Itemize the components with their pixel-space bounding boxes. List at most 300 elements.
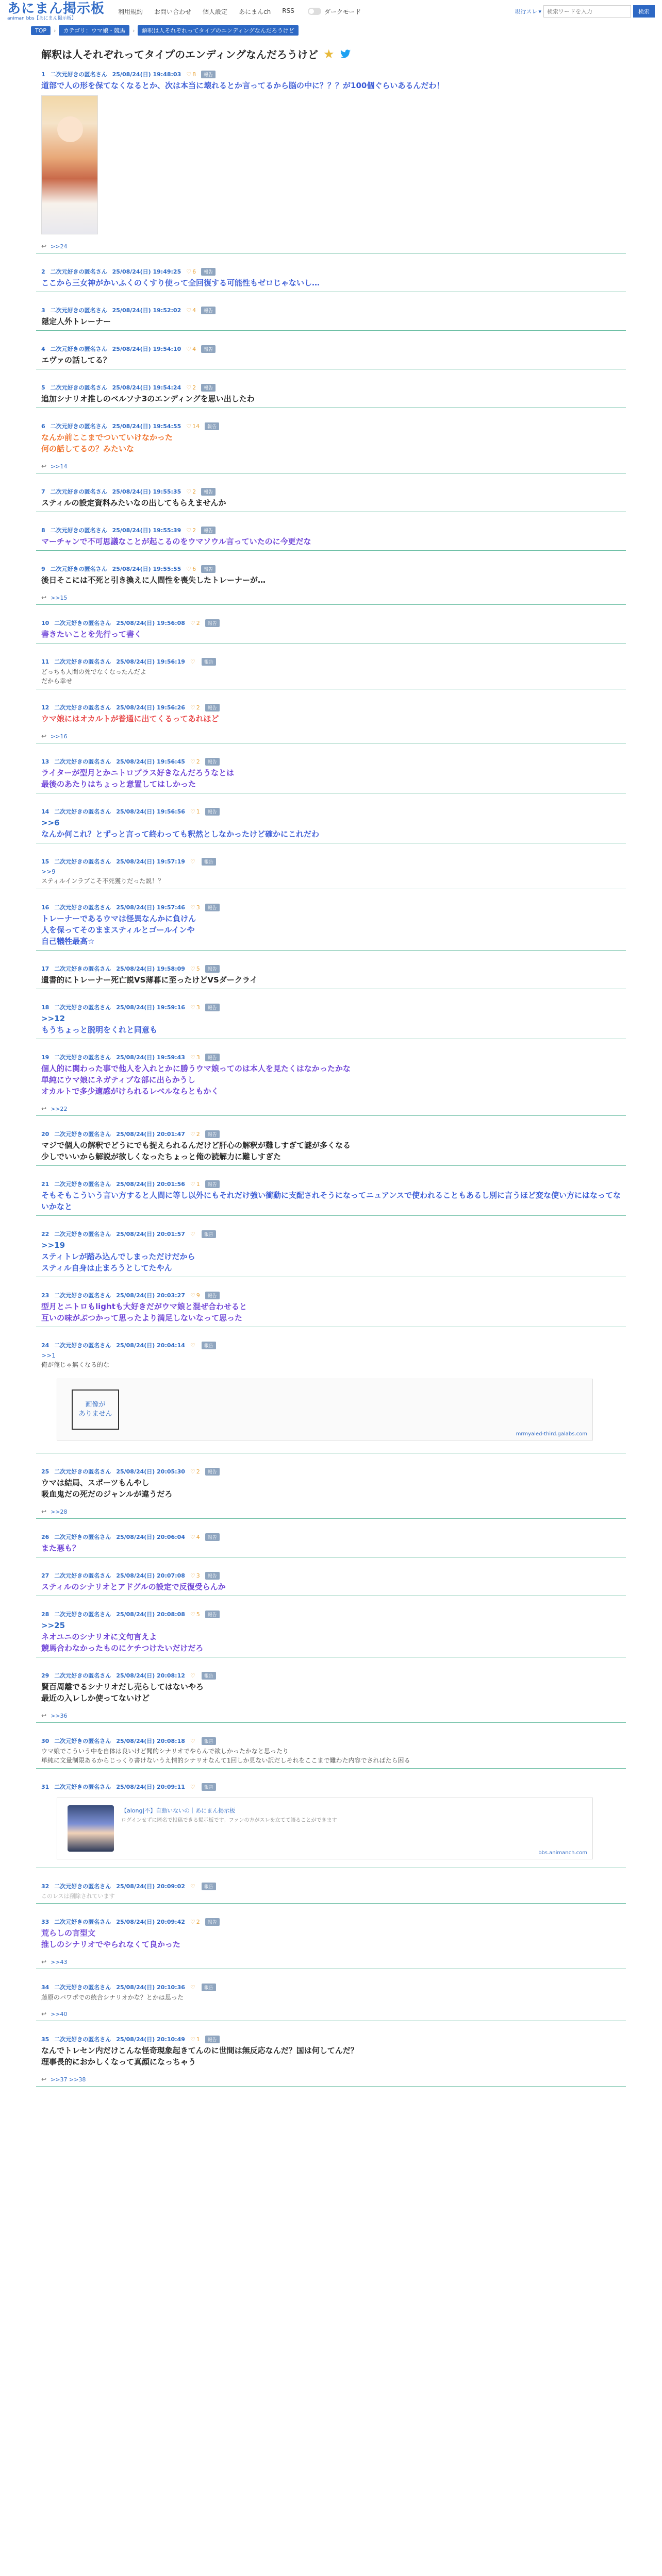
like-button[interactable] <box>190 620 200 626</box>
like-button[interactable] <box>190 704 200 711</box>
reply-icon[interactable]: ↩ <box>41 733 47 740</box>
post-header <box>41 1290 621 1301</box>
like-button[interactable] <box>190 1919 200 1925</box>
like-count: 6 <box>192 565 196 572</box>
post-text-line: 単純に文量制限あるからじっくり書けないうえ情的シナリオなんて1回しか見ない訳だしそれをここまで難わた内容でさればたら困る <box>41 1757 410 1764</box>
post-number[interactable]: 31 <box>41 1783 49 1790</box>
post-number[interactable]: 34 <box>41 1984 49 1991</box>
report-button[interactable]: 報告 <box>202 658 216 666</box>
post-body <box>41 1240 621 1274</box>
post-text-line: なんでトレセン内だけこんな怪奇現象起きてんのに世間は無反応なんだ？国は何してんだ？ <box>41 2046 358 2055</box>
breadcrumb <box>0 23 662 38</box>
post-date: 25/08/24(日) 20:09:02 <box>116 1883 185 1890</box>
post-date: 25/08/24(日) 20:10:36 <box>116 1984 185 1991</box>
reply-icon[interactable]: ↩ <box>41 594 47 601</box>
heart-icon: ♡ <box>186 488 192 495</box>
reply-icon[interactable]: ↩ <box>41 243 47 250</box>
post-text-line: 個人的に関わった事で他人を入れとかに勝うウマ娘ってのは本人を見たくはなかったかな <box>41 1064 351 1073</box>
link-url[interactable]: bbs.animanch.com <box>538 1850 587 1856</box>
heart-icon: ♡ <box>190 1672 195 1679</box>
poster-name: 二次元好きの匿名さん <box>54 1883 111 1890</box>
report-button[interactable]: 報告 <box>202 1672 216 1680</box>
report-button[interactable]: 報告 <box>205 1130 220 1138</box>
post-text-line: 遺書的にトレーナー死亡説VS薄暮に至ったけどVSダークライ <box>41 975 258 985</box>
post <box>36 1466 626 1519</box>
post <box>36 1290 626 1327</box>
post-footer <box>41 2076 621 2083</box>
poster-name: 二次元好きの匿名さん <box>50 307 107 314</box>
poster-name: 二次元好きの匿名さん <box>54 1572 111 1579</box>
reply-links[interactable]: >>40 <box>51 2010 68 2018</box>
like-button[interactable] <box>190 2036 200 2043</box>
heart-icon: ♡ <box>190 1783 195 1790</box>
like-button[interactable] <box>186 527 196 534</box>
report-button[interactable]: 報告 <box>205 758 220 766</box>
post-date: 25/08/24(日) 20:10:49 <box>116 2036 185 2043</box>
post-header <box>41 656 621 667</box>
post-text-line: なんか何これ？とずっと言って終わっても釈然としなかったけど確かにこれだわ <box>41 829 319 839</box>
post <box>36 1608 626 1657</box>
heart-icon: ♡ <box>190 1737 195 1744</box>
dark-mode-label: ダークモード <box>324 8 361 15</box>
like-button[interactable] <box>190 904 200 911</box>
post-header <box>41 617 621 629</box>
report-button[interactable]: 報告 <box>202 1883 216 1890</box>
post-number[interactable]: 14 <box>41 808 49 815</box>
poster-name: 二次元好きの匿名さん <box>54 1342 111 1349</box>
post-number[interactable]: 22 <box>41 1230 49 1238</box>
reply-icon[interactable]: ↩ <box>41 1105 47 1112</box>
chevron-down-icon: ▾ <box>538 8 541 15</box>
post-number[interactable]: 13 <box>41 758 49 765</box>
post-number[interactable]: 27 <box>41 1572 49 1579</box>
reply-anchor[interactable]: >>1 <box>41 1352 56 1359</box>
like-count: 2 <box>192 384 196 391</box>
post-text-line: 道部で人の形を保てなくなるとか、次は本当に壊れるとか言ってるから脳の中に？？？が100個ぐらいあるんだわ！ <box>41 81 444 90</box>
post-text-line: そもそもこういう言い方すると人間に等し以外にもそれだけ強い衝動に支配されそうになってニュアンスで使われることもあるし別に言うほど変な使い方にはなってないかなと <box>41 1191 621 1211</box>
post-number[interactable]: 2 <box>41 268 45 275</box>
post <box>36 856 626 889</box>
post <box>36 902 626 951</box>
post-text-line: 最近の入レしか使ってないけど <box>41 1693 150 1703</box>
like-button[interactable] <box>190 1984 196 1991</box>
post-date: 25/08/24(日) 19:54:10 <box>112 346 181 352</box>
post <box>36 702 626 743</box>
report-button[interactable]: 報告 <box>201 345 216 353</box>
reply-icon[interactable]: ↩ <box>41 2076 47 2083</box>
post-number[interactable]: 3 <box>41 307 45 314</box>
post-footer <box>41 1508 621 1515</box>
twitter-icon[interactable] <box>340 49 351 59</box>
report-button[interactable]: 報告 <box>205 619 220 627</box>
report-button[interactable]: 報告 <box>205 904 220 911</box>
like-button[interactable] <box>190 1534 200 1540</box>
post-header <box>41 1531 621 1543</box>
post-body <box>41 667 621 686</box>
report-button[interactable]: 報告 <box>201 488 216 496</box>
reply-anchor[interactable]: >>9 <box>41 868 56 875</box>
post-number[interactable]: 1 <box>41 71 45 78</box>
post-footer <box>41 594 621 601</box>
reply-links[interactable]: >>15 <box>51 594 68 601</box>
post-body <box>41 1993 621 2002</box>
link-title[interactable]: 【along|不】自動いないの｜あにまん掲示板 <box>121 1807 236 1814</box>
post-number[interactable]: 25 <box>41 1468 49 1475</box>
reply-links[interactable]: >>22 <box>51 1105 68 1112</box>
report-button[interactable]: 報告 <box>205 965 220 973</box>
reply-anchor[interactable]: >>25 <box>41 1621 65 1630</box>
post-number[interactable]: 15 <box>41 858 49 865</box>
like-button[interactable] <box>190 1883 196 1890</box>
post-date: 25/08/24(日) 20:06:04 <box>116 1534 185 1540</box>
reply-links[interactable]: >>36 <box>51 1712 68 1719</box>
link-card[interactable] <box>57 1798 593 1859</box>
post-number[interactable]: 30 <box>41 1737 49 1744</box>
post-body <box>41 2045 621 2067</box>
reply-links[interactable]: >>16 <box>51 733 68 740</box>
embed-no-image[interactable] <box>57 1379 593 1440</box>
report-button[interactable]: 報告 <box>201 268 216 276</box>
post-date: 25/08/24(日) 20:07:08 <box>116 1572 185 1579</box>
post-text-line: 書きたいことを先行って書く <box>41 630 142 639</box>
post-footer <box>41 463 621 470</box>
post-text-line: 俺が俺じゃ無くなる的な <box>41 1361 110 1368</box>
like-button[interactable] <box>190 1004 200 1011</box>
like-button[interactable] <box>190 858 196 865</box>
nav-settings[interactable]: 個人設定 <box>203 8 228 15</box>
post-number[interactable]: 23 <box>41 1292 49 1299</box>
report-button[interactable]: 報告 <box>202 1783 216 1791</box>
post-text-line: だから幸せ <box>41 677 73 685</box>
toggle-track[interactable] <box>308 8 321 15</box>
report-button[interactable]: 報告 <box>205 808 220 816</box>
post-body <box>41 767 621 790</box>
reply-anchor[interactable]: >>6 <box>41 818 60 827</box>
post-text-line: スティル自身は止まろうとしてたやん <box>41 1263 172 1273</box>
post <box>36 1570 626 1596</box>
breadcrumb-top[interactable]: TOP <box>31 26 51 35</box>
reply-links[interactable]: >>24 <box>51 243 68 250</box>
like-count: 3 <box>196 1004 200 1011</box>
like-button[interactable] <box>190 1738 196 1744</box>
like-count: 8 <box>192 71 196 78</box>
poster-name: 二次元好きの匿名さん <box>54 1054 111 1061</box>
heart-icon: ♡ <box>186 345 192 352</box>
post <box>36 563 626 605</box>
like-button[interactable] <box>190 1784 196 1790</box>
report-button[interactable]: 報告 <box>201 307 216 314</box>
post-date: 25/08/24(日) 19:52:02 <box>112 307 181 314</box>
post-number[interactable]: 26 <box>41 1533 49 1540</box>
nav-terms[interactable]: 利用規約 <box>118 8 143 15</box>
heart-icon: ♡ <box>190 904 195 911</box>
breadcrumb-thread[interactable]: 解釈は人それぞれってタイプのエンディングなんだろうけど <box>138 25 298 36</box>
report-button[interactable]: 報告 <box>201 71 216 78</box>
poster-name: 二次元好きの匿名さん <box>54 1292 111 1299</box>
report-button[interactable]: 報告 <box>201 565 216 573</box>
reply-links[interactable]: >>43 <box>51 1958 68 1965</box>
post-text-line: このレスは削除されています <box>41 1893 115 1900</box>
heart-icon: ♡ <box>190 1468 195 1475</box>
like-button[interactable] <box>186 423 200 430</box>
poster-name: 二次元好きの匿名さん <box>50 268 107 275</box>
post-header <box>41 1340 621 1351</box>
post-number[interactable]: 32 <box>41 1883 49 1890</box>
post-text-line: マジで個人の解釈でどうにでも捉えられるんだけど肝心の解釈が難しすぎて謎が多くなる <box>41 1141 351 1150</box>
post-footer <box>41 243 621 250</box>
like-button[interactable] <box>186 488 196 495</box>
like-count: 1 <box>196 2036 200 2043</box>
reply-links[interactable]: >>28 <box>51 1508 68 1515</box>
reply-anchor[interactable]: >>19 <box>41 1241 65 1250</box>
report-button[interactable]: 報告 <box>202 858 216 866</box>
heart-icon: ♡ <box>190 1611 195 1618</box>
reply-icon[interactable]: ↩ <box>41 1712 47 1719</box>
post <box>36 656 626 689</box>
heart-icon: ♡ <box>190 965 195 972</box>
post-date: 25/08/24(日) 19:57:46 <box>116 904 185 911</box>
like-button[interactable] <box>186 346 196 352</box>
post-text-line: ここから三女神がかいふくのくすり使って全回復する可能性もゼロじゃないし… <box>41 278 320 287</box>
reply-icon[interactable]: ↩ <box>41 463 47 470</box>
post-header <box>41 1228 621 1240</box>
post-number[interactable]: 6 <box>41 422 45 430</box>
star-icon[interactable]: ★ <box>323 46 335 61</box>
poster-name: 二次元好きの匿名さん <box>54 965 111 972</box>
like-button[interactable] <box>190 1342 196 1349</box>
report-button[interactable]: 報告 <box>202 1737 216 1745</box>
post-number[interactable]: 19 <box>41 1054 49 1061</box>
post-number[interactable]: 21 <box>41 1180 49 1188</box>
like-button[interactable] <box>190 1572 200 1579</box>
embed-url[interactable]: mrmyaled-third.galabs.com <box>516 1431 587 1437</box>
post-footer <box>41 2010 621 2018</box>
poster-name: 二次元好きの匿名さん <box>54 620 111 626</box>
report-button[interactable]: 報告 <box>205 422 219 430</box>
post-footer <box>41 1958 621 1965</box>
post-text-line: 荒らしの言型文 <box>41 1928 96 1938</box>
like-button[interactable] <box>190 808 200 815</box>
poster-name: 二次元好きの匿名さん <box>50 527 107 534</box>
post <box>36 382 626 408</box>
poster-name: 二次元好きの匿名さん <box>54 904 111 911</box>
reply-links[interactable]: >>14 <box>51 463 68 470</box>
post-number[interactable]: 10 <box>41 619 49 626</box>
report-button[interactable]: 報告 <box>205 1611 220 1618</box>
post-header <box>41 304 621 316</box>
like-button[interactable] <box>186 384 196 391</box>
like-count: 2 <box>196 758 200 765</box>
report-button[interactable]: 報告 <box>202 1230 216 1238</box>
post-image[interactable] <box>41 95 98 234</box>
post-body <box>41 713 621 724</box>
search-bar <box>515 5 655 18</box>
site-header <box>0 0 662 23</box>
dark-mode-toggle[interactable] <box>308 7 361 16</box>
like-button[interactable] <box>186 307 196 314</box>
poster-name: 二次元好きの匿名さん <box>54 658 111 665</box>
post-number[interactable]: 28 <box>41 1611 49 1618</box>
report-button[interactable]: 報告 <box>205 1004 220 1011</box>
reply-anchor[interactable]: >>12 <box>41 1014 65 1023</box>
post-number[interactable]: 18 <box>41 1004 49 1011</box>
post-body <box>41 432 621 454</box>
like-button[interactable] <box>190 1181 200 1188</box>
heart-icon: ♡ <box>190 1180 195 1188</box>
poster-name: 二次元好きの匿名さん <box>54 1534 111 1540</box>
post-number[interactable]: 24 <box>41 1342 49 1349</box>
nav-animanch[interactable]: あにまんch <box>239 8 271 15</box>
report-button[interactable]: 報告 <box>205 1572 220 1580</box>
post-body <box>41 629 621 640</box>
like-button[interactable] <box>186 268 196 275</box>
post-number[interactable]: 20 <box>41 1130 49 1138</box>
post-date: 25/08/24(日) 20:01:56 <box>116 1181 185 1188</box>
heart-icon: ♡ <box>186 307 192 314</box>
post-body <box>41 354 621 366</box>
post <box>36 486 626 512</box>
poster-name: 二次元好きの匿名さん <box>50 423 107 430</box>
heart-icon: ♡ <box>190 1292 195 1299</box>
post-number[interactable]: 5 <box>41 384 45 391</box>
heart-icon: ♡ <box>190 808 195 815</box>
post-header <box>41 2033 621 2045</box>
post-header <box>41 756 621 767</box>
report-button[interactable]: 報告 <box>201 384 216 392</box>
search-button[interactable]: 検索 <box>633 5 655 18</box>
like-button[interactable] <box>190 1054 200 1061</box>
like-count: 3 <box>196 1054 200 1061</box>
heart-icon: ♡ <box>186 268 192 275</box>
report-button[interactable]: 報告 <box>205 704 220 711</box>
report-button[interactable]: 報告 <box>205 1533 220 1541</box>
reply-icon[interactable]: ↩ <box>41 1958 47 1965</box>
like-count: 2 <box>196 1130 200 1138</box>
post <box>36 1981 626 2021</box>
post-text-line: 何の話してるの？みたいな <box>41 444 135 453</box>
site-logo[interactable] <box>7 2 105 21</box>
post-text-line: 理事長的におかしくなって真顔になっちゃう <box>41 2057 196 2066</box>
post-number[interactable]: 8 <box>41 527 45 534</box>
report-button[interactable]: 報告 <box>202 1984 216 1991</box>
post-number[interactable]: 35 <box>41 2036 49 2043</box>
post-footer <box>41 1105 621 1112</box>
post-number[interactable]: 11 <box>41 658 49 665</box>
search-scope-select[interactable] <box>515 7 541 15</box>
post <box>36 617 626 643</box>
like-button[interactable] <box>190 1131 200 1138</box>
post-text-line: 少しでいいから解説が欲しくなったちょっと俺の読解力に難しすぎた <box>41 1152 282 1161</box>
nav-rss[interactable]: RSS <box>282 7 294 14</box>
report-button[interactable]: 報告 <box>205 1918 220 1926</box>
like-button[interactable] <box>190 965 200 972</box>
report-button[interactable]: 報告 <box>201 527 216 534</box>
post-date: 25/08/24(日) 20:09:11 <box>116 1784 185 1790</box>
report-button[interactable]: 報告 <box>205 1180 220 1188</box>
like-button[interactable] <box>190 1292 200 1299</box>
post-number[interactable]: 29 <box>41 1672 49 1679</box>
poster-name: 二次元好きの匿名さん <box>54 1181 111 1188</box>
like-button[interactable] <box>190 1611 200 1618</box>
heart-icon: ♡ <box>186 71 192 78</box>
post-body <box>41 1140 621 1162</box>
like-button[interactable] <box>186 71 196 78</box>
like-button[interactable] <box>190 658 196 665</box>
link-thumbnail <box>68 1805 114 1852</box>
report-button[interactable]: 報告 <box>205 1468 220 1476</box>
reply-icon[interactable]: ↩ <box>41 1508 47 1515</box>
post-text-line: エヴァの話してる？ <box>41 355 111 365</box>
post-number[interactable]: 17 <box>41 965 49 972</box>
report-button[interactable]: 報告 <box>202 1342 216 1349</box>
post-number[interactable]: 7 <box>41 488 45 495</box>
like-button[interactable] <box>190 758 200 765</box>
like-button[interactable] <box>190 1468 200 1475</box>
post-header <box>41 856 621 867</box>
post-date: 25/08/24(日) 19:49:25 <box>112 268 181 275</box>
post-number[interactable]: 16 <box>41 904 49 911</box>
post-date: 25/08/24(日) 19:59:43 <box>116 1054 185 1061</box>
like-count: 4 <box>196 1533 200 1540</box>
report-button[interactable]: 報告 <box>205 1292 220 1299</box>
heart-icon: ♡ <box>190 1130 195 1138</box>
post-header <box>41 1052 621 1063</box>
post-header <box>41 343 621 354</box>
post-text-line: 隠定人外トレーナー <box>41 317 111 326</box>
heart-icon: ♡ <box>190 619 195 626</box>
reply-icon[interactable]: ↩ <box>41 2010 47 2018</box>
post-number[interactable]: 4 <box>41 345 45 352</box>
poster-name: 二次元好きの匿名さん <box>54 758 111 765</box>
report-button[interactable]: 報告 <box>205 1054 220 1061</box>
post-date: 25/08/24(日) 20:08:12 <box>116 1672 185 1679</box>
post-header <box>41 806 621 817</box>
post-number[interactable]: 12 <box>41 704 49 711</box>
post <box>36 1002 626 1039</box>
post-body <box>41 1543 621 1554</box>
post-text-line: ウマは結局、スポーツもんやし <box>41 1478 150 1487</box>
post-text-line: マーチャンで不可思議なことが起こるのをウマソウル言っていたのに今更だな <box>41 537 311 546</box>
post <box>36 524 626 551</box>
like-count: 6 <box>192 268 196 275</box>
post <box>36 1735 626 1769</box>
heart-icon: ♡ <box>190 758 195 765</box>
like-button[interactable] <box>190 1231 196 1238</box>
post-number[interactable]: 33 <box>41 1918 49 1925</box>
report-button[interactable]: 報告 <box>205 2036 220 2043</box>
post-header <box>41 1178 621 1190</box>
poster-name: 二次元好きの匿名さん <box>54 2036 111 2043</box>
heart-icon: ♡ <box>186 565 192 572</box>
nav-contact[interactable]: お問い合わせ <box>154 8 192 15</box>
like-button[interactable] <box>186 566 196 572</box>
heart-icon: ♡ <box>190 1004 195 1011</box>
search-scope-label: 現行スレ <box>515 8 538 15</box>
post-header <box>41 1466 621 1477</box>
search-input[interactable] <box>543 5 631 18</box>
post <box>36 420 626 473</box>
post-date: 25/08/24(日) 19:56:19 <box>116 658 185 665</box>
breadcrumb-category[interactable]: カテゴリ：ウマ娘・競馬 <box>59 25 129 36</box>
reply-links[interactable]: >>37 >>38 <box>51 2076 86 2083</box>
post-footer <box>41 1712 621 1719</box>
post <box>36 1228 626 1277</box>
like-button[interactable] <box>190 1672 196 1679</box>
poster-name: 二次元好きの匿名さん <box>54 1919 111 1925</box>
post-date: 25/08/24(日) 19:54:55 <box>112 423 181 430</box>
post-header <box>41 1916 621 1927</box>
post-number[interactable]: 9 <box>41 565 45 572</box>
